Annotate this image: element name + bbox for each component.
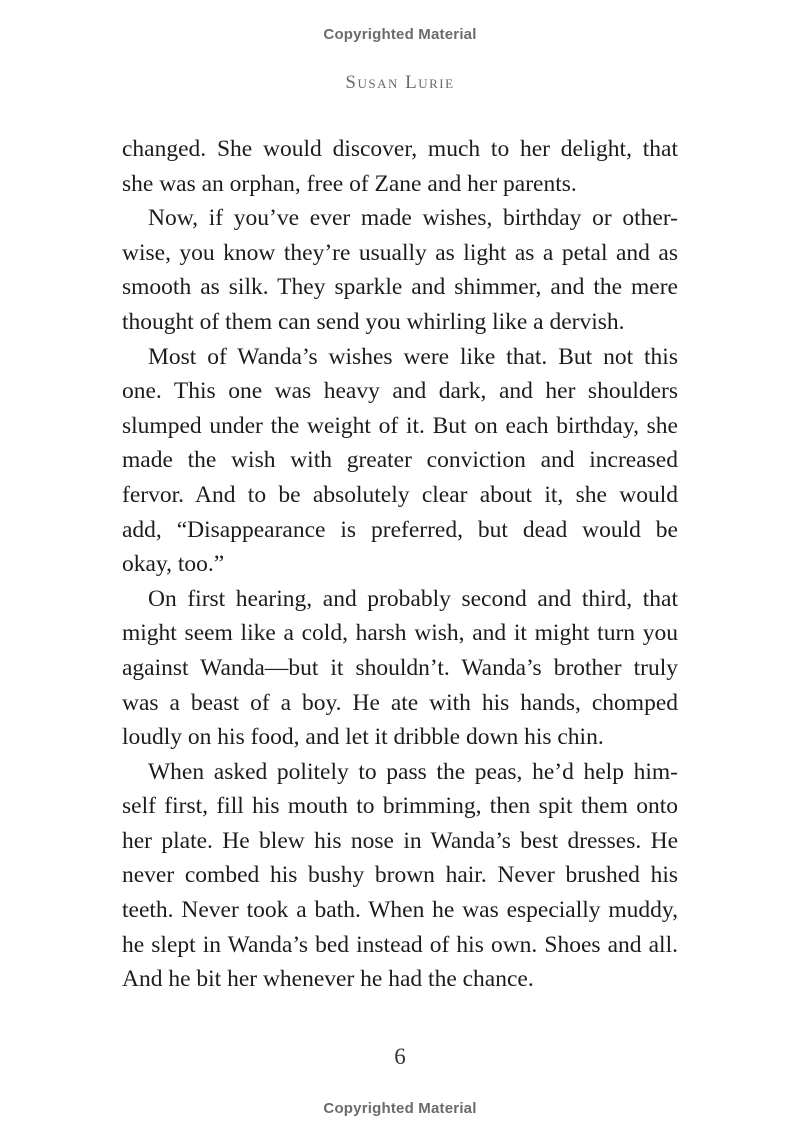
text-line: wise, you know they’re usually as light as a petal and as: [122, 239, 678, 266]
text-line: okay, too.”: [122, 551, 225, 578]
copyright-notice-top: Copyrighted Material: [323, 26, 477, 43]
text-line: self first, fill his mouth to brimming, then spit them onto: [122, 793, 678, 820]
text-line: he slept in Wanda’s bed instead of his own. Shoes and all.: [122, 931, 678, 958]
text-line: And he bit her whenever he had the chance.: [122, 966, 534, 993]
text-line: smooth as silk. They sparkle and shimmer, and the mere: [122, 274, 678, 301]
text-line: teeth. Never took a bath. When he was especially muddy,: [122, 897, 678, 924]
text-line: against Wanda—but it shouldn’t. Wanda’s brother truly: [122, 654, 678, 681]
text-line: fervor. And to be absolutely clear about it, she would: [122, 481, 678, 508]
text-line: made the wish with greater conviction and increased: [122, 447, 678, 474]
text-line: When asked politely to pass the peas, he’d help him-: [148, 758, 678, 785]
text-line: thought of them can send you whirling like a dervish.: [122, 308, 625, 335]
text-line: one. This one was heavy and dark, and her shoulders: [122, 378, 678, 405]
text-line: add, “Disappearance is preferred, but dead would be: [122, 516, 678, 543]
text-line: Most of Wanda’s wishes were like that. But not this: [148, 343, 678, 370]
text-line: her plate. He blew his nose in Wanda’s best dresses. He: [122, 827, 678, 854]
text-line: slumped under the weight of it. But on each birthday, she: [122, 412, 678, 439]
page-number: 6: [394, 1044, 406, 1069]
body-text: [122, 132, 678, 997]
text-line: never combed his bushy brown hair. Never brushed his: [122, 862, 678, 889]
text-line: changed. She would discover, much to her delight, that: [122, 136, 678, 162]
text-line: On first hearing, and probably second and third, that: [148, 585, 678, 612]
text-line: loudly on his food, and let it dribble down his chin.: [122, 724, 604, 751]
text-line: might seem like a cold, harsh wish, and it might turn you: [122, 620, 678, 647]
text-line: Now, if you’ve ever made wishes, birthday or other-: [148, 205, 678, 232]
running-head-author: Susan Lurie: [345, 72, 455, 93]
text-line: she was an orphan, free of Zane and her parents.: [122, 170, 577, 197]
text-line: was a beast of a boy. He ate with his hands, chomped: [122, 689, 678, 716]
copyright-notice-bottom: Copyrighted Material: [323, 1100, 477, 1117]
